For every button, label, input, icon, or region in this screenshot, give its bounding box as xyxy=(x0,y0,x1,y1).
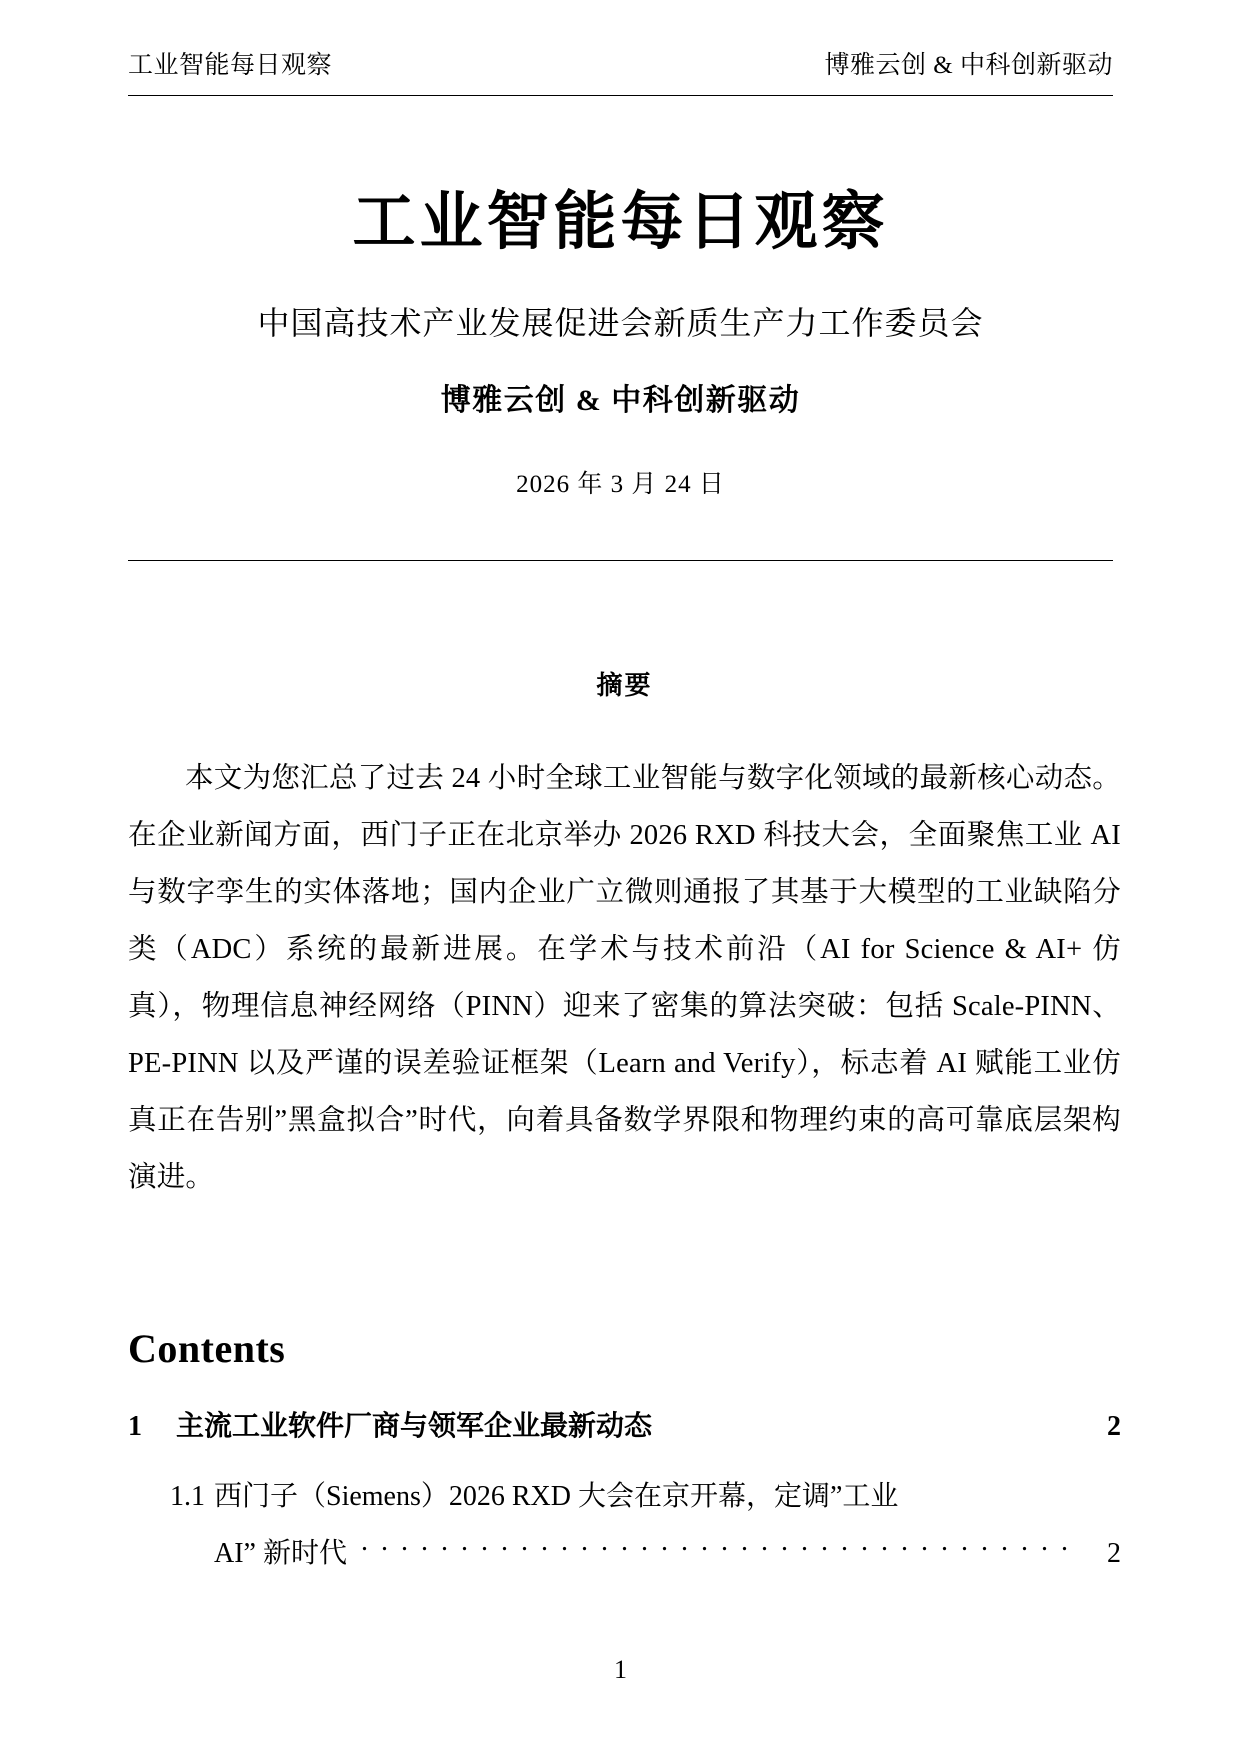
toc-subentry-body xyxy=(214,1468,1121,1582)
running-header-left: 工业智能每日观察 xyxy=(128,52,333,79)
toc-dot-leader xyxy=(361,1534,1077,1562)
brand-subtitle: 博雅云创 & 中科创新驱动 xyxy=(440,383,801,417)
abstract-heading: 摘要 xyxy=(596,671,653,700)
running-header xyxy=(128,50,1113,81)
contents-heading: Contents xyxy=(128,1326,286,1371)
publication-date: 2026 年 3 月 24 日 xyxy=(516,470,725,498)
page-number-folio: 1 xyxy=(614,1655,627,1684)
toc-entry-level1[interactable] xyxy=(128,1404,1121,1444)
title-divider-rule xyxy=(128,560,1113,561)
title-block xyxy=(128,185,1113,500)
table-of-contents xyxy=(128,1325,1121,1582)
toc-entry-title: 主流工业软件厂商与领军企业最新动态 xyxy=(176,1411,653,1442)
running-header-rule xyxy=(128,95,1113,96)
toc-entry-page: 2 xyxy=(1107,1411,1121,1442)
abstract-body: 本文为您汇总了过去 24 小时全球工业智能与数字化领域的最新核心动态。在企业新闻方面，西门子正在北京举办 2026 RXD 科技大会，全面聚焦工业 AI 与数字孪生的实体落地；国内企业广立微则通报了其基于大模型的工业缺陷分类（ADC）系统的最新进展。在学术与技术前沿（AI for Science & AI+ 仿真），物理信息神经网络（PINN）迎来了密集的算法突破：包括 Scale-PINN、PE-PINN 以及严谨的误差验证框架（Learn and Verify），标志着 AI 赋能工业仿真正在告别”黑盒拟合”时代，向着具备数学界限和物理约束的高可靠底层架构演进。 xyxy=(128,763,1121,1193)
toc-subentry-title-line1: 西门子（Siemens）2026 RXD 大会在京开幕，定调”工业 xyxy=(214,1481,899,1512)
toc-entry-level2[interactable] xyxy=(128,1468,1121,1582)
toc-subentry-page: 2 xyxy=(1107,1538,1121,1569)
abstract-section xyxy=(128,665,1121,1206)
toc-entry-number: 1 xyxy=(128,1411,142,1442)
toc-subentry-title-line2: AI” 新时代 xyxy=(214,1538,347,1569)
toc-subentry-number: 1.1 xyxy=(170,1481,205,1512)
running-header-right: 博雅云创 & 中科创新驱动 xyxy=(824,52,1113,79)
organization-subtitle: 中国高技术产业发展促进会新质生产力工作委员会 xyxy=(257,305,984,342)
toc-subentry-title-line2-row xyxy=(214,1525,1121,1582)
page-title: 工业智能每日观察 xyxy=(352,187,889,257)
